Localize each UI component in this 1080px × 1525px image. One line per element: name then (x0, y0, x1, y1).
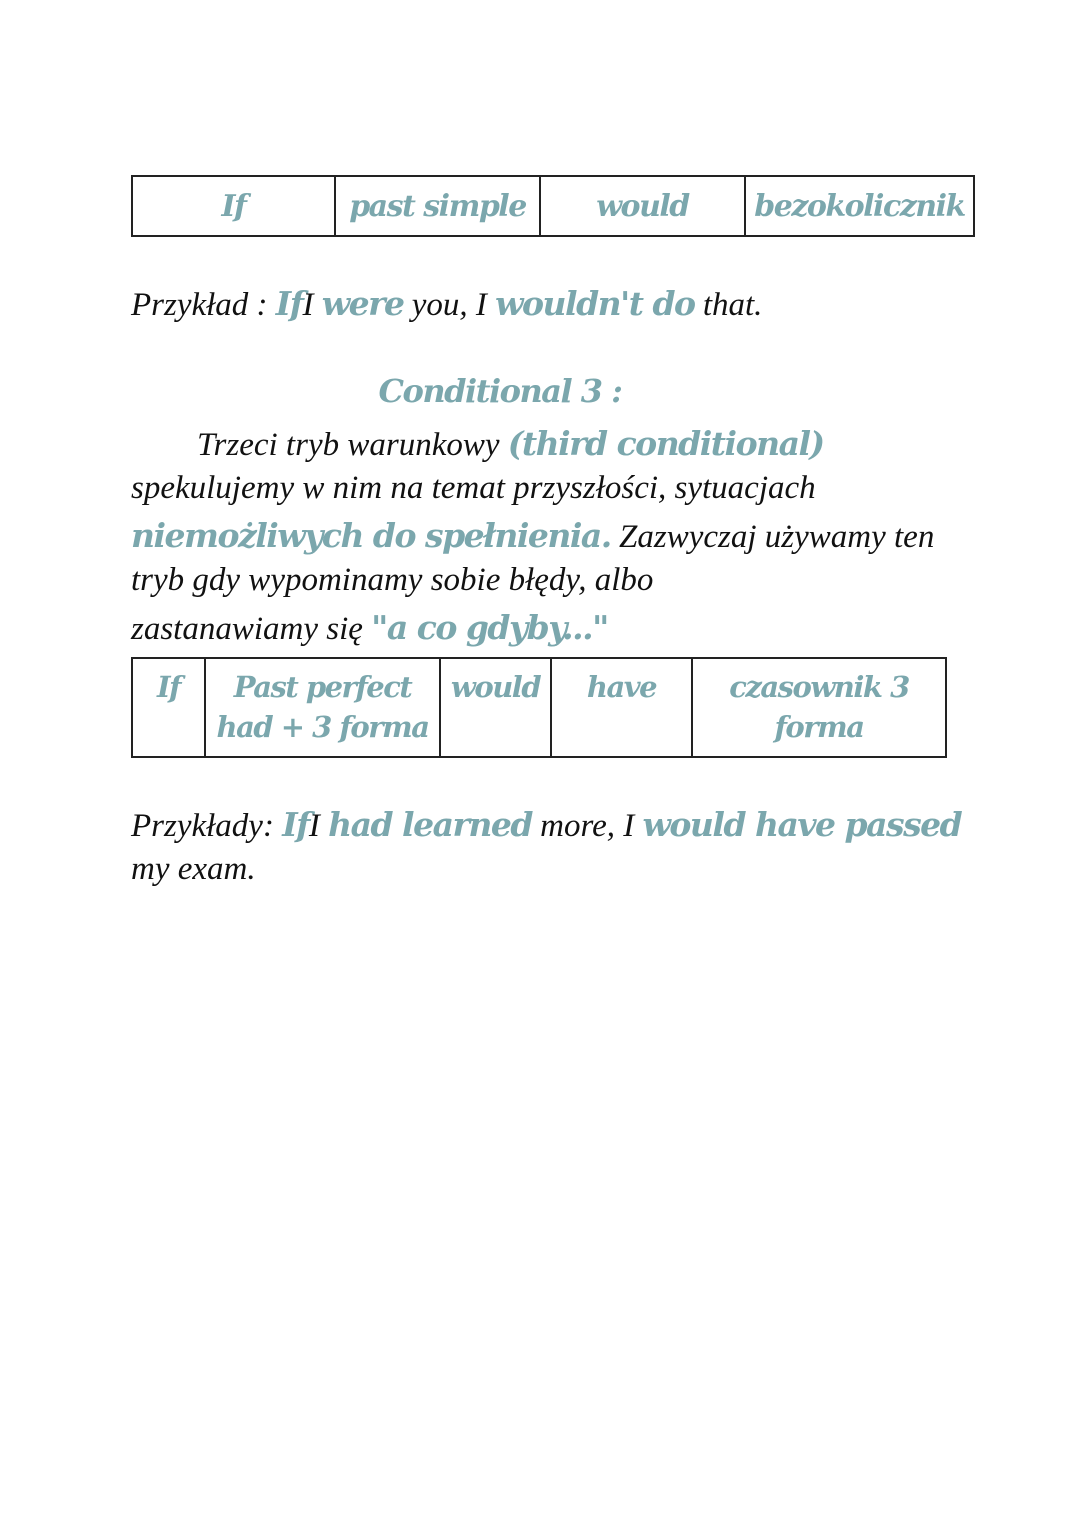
section-title: Conditional 3 : (378, 372, 622, 410)
cell-text: If (221, 188, 246, 224)
example-sentence-1 (131, 284, 762, 324)
cell-text: Past perfect (233, 670, 412, 704)
highlight: were (321, 284, 404, 323)
paragraph-line: tryb gdy wypominamy sobie błędy, albo (131, 562, 654, 598)
conditional-3-structure-table (131, 657, 947, 758)
text: that. (702, 287, 763, 323)
text: Trzeci tryb warunkowy (197, 427, 500, 463)
table-cell (745, 176, 974, 236)
highlight: would have passed (642, 805, 962, 844)
cell-text: have (586, 670, 657, 704)
text: I (302, 287, 314, 323)
paragraph-line: spekulujemy w nim na temat przyszłości, sytuacjach (131, 470, 816, 506)
paragraph-line (131, 516, 934, 556)
highlight: If (282, 805, 309, 844)
highlight: "a co gdyby..." (371, 608, 608, 647)
text: I (308, 808, 320, 844)
text: you, I (411, 287, 487, 323)
cell-text: forma (774, 710, 864, 744)
paragraph-line (197, 424, 824, 464)
cell-text: would (596, 188, 689, 224)
conditional-2-structure-table (131, 175, 975, 237)
highlight: (third conditional) (507, 424, 824, 463)
highlight: wouldn't do (495, 284, 695, 323)
cell-text: had + 3 forma (216, 710, 429, 744)
table-cell (440, 658, 551, 757)
table-cell (205, 658, 440, 757)
paragraph-line (131, 608, 608, 648)
table-cell (335, 176, 540, 236)
example-sentence-2-cont: my exam. (131, 851, 256, 887)
text: zastanawiamy się (131, 611, 363, 647)
cell-text: bezokolicznik (754, 188, 965, 224)
cell-text: past simple (349, 188, 526, 224)
table-cell (132, 176, 335, 236)
highlight: had learned (328, 805, 532, 844)
cell-text: If (156, 670, 181, 704)
highlight: niemożliwych do spełnienia. (131, 516, 611, 555)
table-cell (551, 658, 692, 757)
cell-text: would (450, 670, 541, 704)
text: Zazwyczaj używamy ten (619, 519, 935, 555)
example-label: Przykład : (131, 287, 268, 323)
example-label: Przykłady: (131, 808, 274, 844)
example-sentence-2 (131, 805, 961, 845)
table-cell (132, 658, 205, 757)
table-cell (540, 176, 745, 236)
cell-text: czasownik 3 (729, 670, 909, 704)
table-cell (692, 658, 946, 757)
highlight: If (275, 284, 303, 323)
text: more, I (540, 808, 635, 844)
